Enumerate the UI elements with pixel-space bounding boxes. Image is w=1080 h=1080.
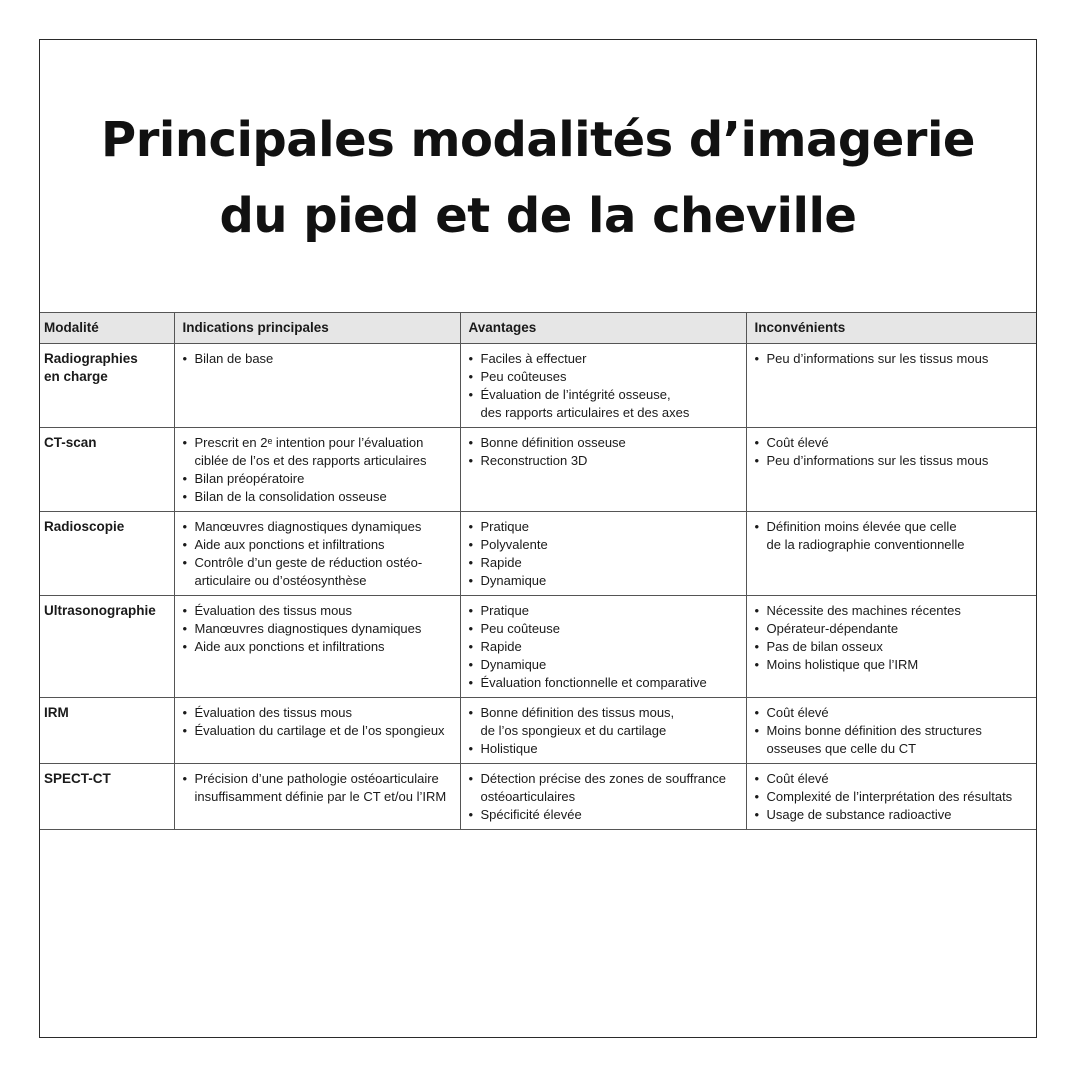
- list-item: [755, 536, 1033, 554]
- list-item: [183, 638, 456, 656]
- bullet-list: [755, 602, 1033, 674]
- list-item-text: Peu d’informations sur les tissus mous: [766, 453, 989, 468]
- bullet-marker: •: [468, 369, 474, 384]
- list-item-text: Peu coûteuse: [480, 621, 561, 636]
- list-item-text: Évaluation fonctionnelle et comparative: [480, 675, 707, 690]
- bullet-list: [183, 434, 456, 506]
- list-item: [755, 806, 1033, 824]
- bullet-marker: •: [754, 807, 760, 822]
- list-item: [755, 704, 1033, 722]
- bullet-list: [755, 350, 1033, 368]
- bullet-list: [183, 518, 456, 590]
- list-item-text: Aide aux ponctions et infiltrations: [194, 639, 385, 654]
- bullet-marker: •: [754, 621, 760, 636]
- bullet-marker: •: [754, 435, 760, 450]
- list-item-text: Définition moins élevée que celle: [766, 519, 957, 534]
- bullet-list: [755, 770, 1033, 824]
- list-item: [469, 572, 742, 590]
- list-item-text: des rapports articulaires et des axes: [480, 405, 690, 420]
- bullet-marker: •: [468, 519, 474, 534]
- disadvantages-cell: [746, 596, 1036, 698]
- bullet-list: [469, 602, 742, 692]
- list-item-text: Coût élevé: [766, 705, 829, 720]
- bullet-marker: •: [468, 351, 474, 366]
- modality-name-line: Radioscopie: [44, 519, 125, 534]
- indications-cell: [174, 698, 460, 764]
- title-line-2: du pied et de la cheville: [219, 188, 857, 244]
- list-item: [469, 656, 742, 674]
- bullet-marker: •: [468, 603, 474, 618]
- list-item-text: ostéoarticulaires: [480, 789, 576, 804]
- list-item-text: Bonne définition des tissus mous,: [480, 705, 675, 720]
- bullet-list: [183, 602, 456, 656]
- bullet-marker: •: [468, 675, 474, 690]
- list-item: [183, 518, 456, 536]
- bullet-list: [755, 434, 1033, 470]
- bullet-marker: •: [754, 603, 760, 618]
- modality-cell: [40, 512, 174, 596]
- list-item-text: Précision d’une pathologie ostéoarticulaire: [194, 771, 439, 786]
- bullet-marker: •: [182, 705, 188, 720]
- bullet-marker: •: [468, 555, 474, 570]
- list-item: [469, 722, 742, 740]
- list-item: [755, 452, 1033, 470]
- indications-cell: [174, 344, 460, 428]
- list-item-text: Faciles à effectuer: [480, 351, 587, 366]
- list-item-text: Bilan de base: [194, 351, 274, 366]
- imaging-modalities-table: [40, 312, 1036, 830]
- table-row: [40, 512, 1036, 596]
- advantages-cell: [460, 428, 746, 512]
- bullet-marker: •: [468, 453, 474, 468]
- list-item-text: Nécessite des machines récentes: [766, 603, 961, 618]
- modality-name-line: Radiographies: [44, 351, 138, 366]
- bullet-marker: •: [754, 789, 760, 804]
- table-row: [40, 428, 1036, 512]
- bullet-marker: •: [468, 741, 474, 756]
- list-item: [755, 350, 1033, 368]
- list-item: [755, 656, 1033, 674]
- list-item-text: Moins holistique que l’IRM: [766, 657, 919, 672]
- list-item: [183, 470, 456, 488]
- modality-name-line: en charge: [44, 369, 108, 384]
- list-item-text: Pratique: [480, 519, 529, 534]
- bullet-marker: •: [468, 435, 474, 450]
- list-item: [469, 806, 742, 824]
- list-item: [183, 554, 456, 572]
- bullet-marker: •: [468, 573, 474, 588]
- bullet-marker: •: [468, 705, 474, 720]
- bullet-marker: •: [754, 705, 760, 720]
- header-indications: Indications principales: [174, 313, 460, 344]
- list-item-text: Polyvalente: [480, 537, 548, 552]
- bullet-marker: •: [182, 603, 188, 618]
- modality-cell: [40, 764, 174, 830]
- bullet-marker: •: [468, 639, 474, 654]
- list-item: [755, 638, 1033, 656]
- disadvantages-cell: [746, 344, 1036, 428]
- list-item-text: Aide aux ponctions et infiltrations: [194, 537, 385, 552]
- indications-cell: [174, 512, 460, 596]
- list-item-text: Prescrit en 2ᵉ intention pour l’évaluation: [194, 435, 424, 450]
- list-item-text: Bonne définition osseuse: [480, 435, 626, 450]
- bullet-marker: •: [468, 537, 474, 552]
- modality-cell: [40, 428, 174, 512]
- disadvantages-cell: [746, 428, 1036, 512]
- list-item-text: Pratique: [480, 603, 529, 618]
- header-disadvantages: Inconvénients: [746, 313, 1036, 344]
- bullet-marker: •: [182, 555, 188, 570]
- list-item-text: Reconstruction 3D: [480, 453, 588, 468]
- table-body: [40, 344, 1036, 830]
- list-item: [469, 554, 742, 572]
- indications-cell: [174, 764, 460, 830]
- list-item: [755, 788, 1033, 806]
- list-item: [469, 740, 742, 758]
- bullet-list: [183, 770, 456, 806]
- table-row: [40, 764, 1036, 830]
- list-item-text: Évaluation du cartilage et de l’os spongieux: [194, 723, 445, 738]
- advantages-cell: [460, 344, 746, 428]
- modality-name-line: Ultrasonographie: [44, 603, 156, 618]
- bullet-list: [183, 350, 456, 368]
- list-item: [183, 536, 456, 554]
- bullet-marker: •: [182, 435, 188, 450]
- bullet-marker: •: [468, 387, 474, 402]
- list-item: [469, 536, 742, 554]
- list-item-text: Spécificité élevée: [480, 807, 582, 822]
- list-item: [183, 770, 456, 788]
- table-row: [40, 596, 1036, 698]
- list-item-text: Coût élevé: [766, 435, 829, 450]
- bullet-list: [755, 518, 1033, 554]
- list-item: [755, 770, 1033, 788]
- list-item-text: de l’os spongieux et du cartilage: [480, 723, 667, 738]
- list-item: [469, 434, 742, 452]
- list-item-text: Complexité de l’interprétation des résultats: [766, 789, 1013, 804]
- list-item-text: Manœuvres diagnostiques dynamiques: [194, 519, 422, 534]
- list-item-text: Évaluation des tissus mous: [194, 705, 353, 720]
- modality-cell: [40, 596, 174, 698]
- list-item: [755, 740, 1033, 758]
- bullet-marker: •: [468, 807, 474, 822]
- advantages-cell: [460, 698, 746, 764]
- disadvantages-cell: [746, 764, 1036, 830]
- indications-cell: [174, 596, 460, 698]
- list-item: [469, 674, 742, 692]
- modality-cell: [40, 698, 174, 764]
- list-item: [469, 368, 742, 386]
- table-header-row: [40, 313, 1036, 344]
- list-item-text: Dynamique: [480, 573, 547, 588]
- bullet-list: [469, 350, 742, 422]
- bullet-marker: •: [182, 351, 188, 366]
- list-item-text: ciblée de l’os et des rapports articulaires: [194, 453, 427, 468]
- list-item: [469, 350, 742, 368]
- disadvantages-cell: [746, 512, 1036, 596]
- list-item: [469, 386, 742, 404]
- table-row: [40, 344, 1036, 428]
- bullet-marker: •: [182, 489, 188, 504]
- list-item-text: Bilan de la consolidation osseuse: [194, 489, 387, 504]
- list-item: [183, 350, 456, 368]
- modality-name-line: IRM: [44, 705, 69, 720]
- list-item-text: Dynamique: [480, 657, 547, 672]
- list-item-text: Rapide: [480, 639, 522, 654]
- list-item-text: Moins bonne définition des structures: [766, 723, 982, 738]
- title-line-1: Principales modalités d’imagerie: [101, 112, 975, 168]
- advantages-cell: [460, 512, 746, 596]
- list-item: [469, 704, 742, 722]
- list-item-text: Opérateur-dépendante: [766, 621, 899, 636]
- list-item: [183, 452, 456, 470]
- bullet-list: [469, 518, 742, 590]
- list-item-text: insuffisamment définie par le CT et/ou l’IRM: [194, 789, 447, 804]
- bullet-list: [469, 770, 742, 824]
- list-item: [183, 788, 456, 806]
- bullet-marker: •: [182, 537, 188, 552]
- modality-cell: [40, 344, 174, 428]
- disadvantages-cell: [746, 698, 1036, 764]
- modality-name-line: SPECT-CT: [44, 771, 111, 786]
- list-item: [183, 488, 456, 506]
- list-item: [183, 572, 456, 590]
- list-item-text: de la radiographie conventionnelle: [766, 537, 965, 552]
- list-item-text: Usage de substance radioactive: [766, 807, 952, 822]
- bullet-marker: •: [754, 351, 760, 366]
- list-item: [755, 620, 1033, 638]
- list-item: [183, 704, 456, 722]
- bullet-marker: •: [182, 771, 188, 786]
- modality-name-line: CT-scan: [44, 435, 97, 450]
- list-item-text: Pas de bilan osseux: [766, 639, 883, 654]
- bullet-marker: •: [754, 519, 760, 534]
- header-modality: Modalité: [40, 313, 174, 344]
- list-item-text: osseuses que celle du CT: [766, 741, 917, 756]
- list-item-text: articulaire ou d’ostéosynthèse: [194, 573, 367, 588]
- bullet-marker: •: [182, 621, 188, 636]
- list-item-text: Peu coûteuses: [480, 369, 567, 384]
- list-item: [183, 722, 456, 740]
- list-item-text: Évaluation de l’intégrité osseuse,: [480, 387, 671, 402]
- bullet-marker: •: [182, 723, 188, 738]
- list-item: [469, 452, 742, 470]
- list-item-text: Coût élevé: [766, 771, 829, 786]
- list-item: [755, 434, 1033, 452]
- page-title: [40, 102, 1036, 254]
- list-item: [469, 770, 742, 788]
- list-item-text: Holistique: [480, 741, 538, 756]
- list-item: [469, 788, 742, 806]
- bullet-marker: •: [468, 657, 474, 672]
- bullet-marker: •: [182, 519, 188, 534]
- bullet-list: [469, 704, 742, 758]
- list-item-text: Bilan préopératoire: [194, 471, 305, 486]
- list-item-text: Évaluation des tissus mous: [194, 603, 353, 618]
- list-item: [469, 518, 742, 536]
- bullet-list: [183, 704, 456, 740]
- bullet-marker: •: [468, 621, 474, 636]
- list-item: [469, 602, 742, 620]
- list-item: [469, 404, 742, 422]
- bullet-list: [755, 704, 1033, 758]
- list-item: [469, 620, 742, 638]
- table-row: [40, 698, 1036, 764]
- indications-cell: [174, 428, 460, 512]
- list-item: [755, 602, 1033, 620]
- list-item-text: Détection précise des zones de souffrance: [480, 771, 726, 786]
- header-advantages: Avantages: [460, 313, 746, 344]
- bullet-marker: •: [754, 639, 760, 654]
- list-item: [183, 602, 456, 620]
- list-item-text: Rapide: [480, 555, 522, 570]
- bullet-marker: •: [754, 453, 760, 468]
- bullet-marker: •: [754, 771, 760, 786]
- bullet-marker: •: [182, 471, 188, 486]
- page-frame: [39, 39, 1037, 1038]
- list-item-text: Manœuvres diagnostiques dynamiques: [194, 621, 422, 636]
- list-item: [183, 434, 456, 452]
- list-item: [469, 638, 742, 656]
- advantages-cell: [460, 596, 746, 698]
- bullet-list: [469, 434, 742, 470]
- list-item: [755, 722, 1033, 740]
- bullet-marker: •: [754, 723, 760, 738]
- list-item-text: Contrôle d’un geste de réduction ostéo-: [194, 555, 423, 570]
- bullet-marker: •: [754, 657, 760, 672]
- advantages-cell: [460, 764, 746, 830]
- list-item: [183, 620, 456, 638]
- list-item: [755, 518, 1033, 536]
- bullet-marker: •: [468, 771, 474, 786]
- list-item-text: Peu d’informations sur les tissus mous: [766, 351, 989, 366]
- bullet-marker: •: [182, 639, 188, 654]
